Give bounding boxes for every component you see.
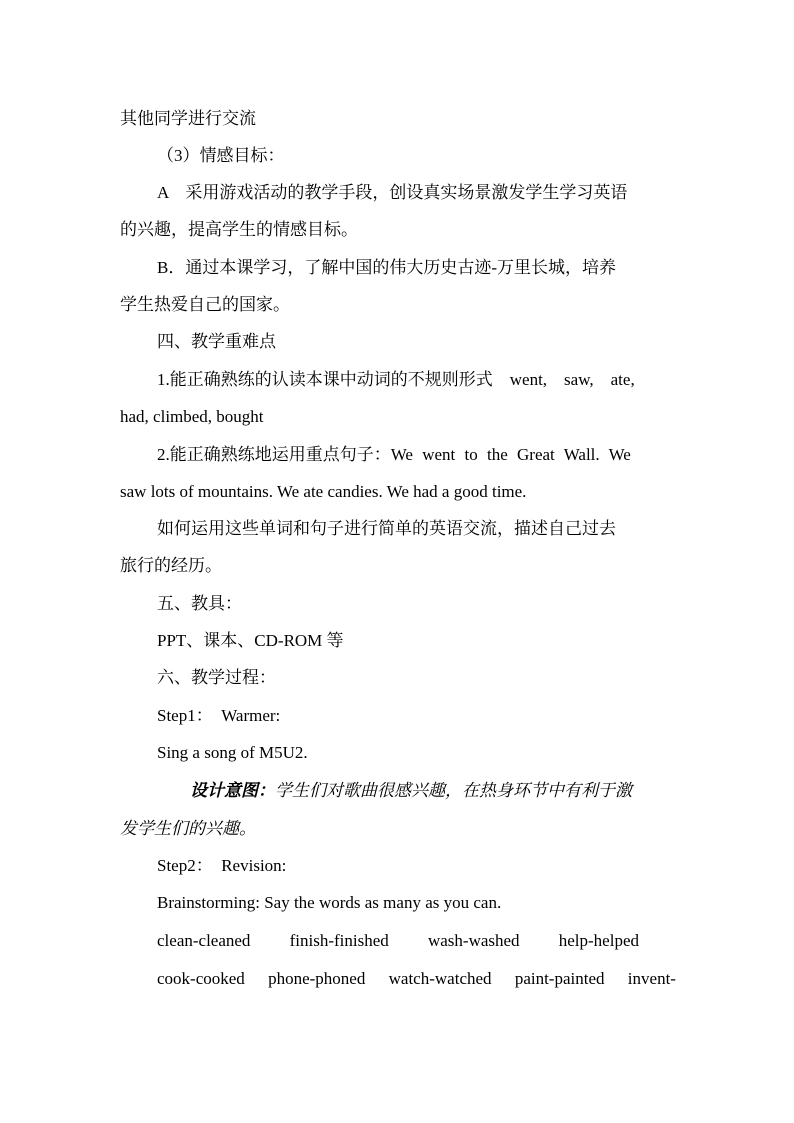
word-row (157, 968, 676, 990)
text-line: Step2： Revision: (157, 856, 287, 875)
design-intent-label: 设计意图： (190, 781, 275, 800)
section-heading-process: 六、教学过程： (157, 668, 276, 687)
word-item: cook-cooked (157, 969, 245, 988)
text-line: PPT、课本、CD-ROM 等 (157, 631, 344, 650)
text-line: 2.能正确熟练地运用重点句子：We went to the Great Wall. We (157, 445, 631, 464)
text-line: A 采用游戏活动的教学手段，创设真实场景激发学生学习英语 (157, 183, 628, 202)
design-intent-text: 学生们对歌曲很感兴趣，在热身环节中有利于激 (275, 781, 632, 800)
text-line: 学生热爱自己的国家。 (120, 295, 290, 314)
word-item: wash-washed (427, 931, 520, 950)
word-item: finish-finished (289, 931, 389, 950)
word-item: phone-phoned (268, 969, 366, 988)
word-item: clean-cleaned (157, 931, 251, 950)
text-line: 其他同学进行交流 (120, 109, 256, 128)
text-line: 1.能正确熟练的认读本课中动词的不规则形式 went, saw, ate, (157, 370, 635, 389)
text-line: Brainstorming: Say the words as many as you can. (157, 893, 502, 912)
design-intent-line (190, 780, 676, 802)
text-line: 如何运用这些单词和句子进行简单的英语交流，描述自己过去 (157, 519, 616, 538)
design-intent-line: 发学生们的兴趣。 (120, 819, 256, 838)
text-line: B．通过本课学习，了解中国的伟大历史古迹-万里长城，培养 (157, 258, 616, 277)
section-heading-materials: 五、教具： (157, 594, 242, 613)
word-row (157, 930, 639, 952)
text-line: 的兴趣，提高学生的情感目标。 (120, 220, 358, 239)
word-item: help-helped (558, 931, 639, 950)
text-line: 旅行的经历。 (120, 556, 222, 575)
text-line: saw lots of mountains. We ate candies. We had a good time. (120, 482, 527, 501)
word-item: paint-painted (514, 969, 605, 988)
word-item: invent- (627, 969, 676, 988)
text-line: Sing a song of M5U2. (157, 743, 308, 762)
text-line: Step1： Warmer: (157, 706, 281, 725)
text-line: had, climbed, bought (120, 407, 264, 426)
section-heading-key-points: 四、教学重难点 (157, 332, 276, 351)
word-item: watch-watched (388, 969, 492, 988)
heading-emotion-goals: （3）情感目标： (157, 146, 285, 165)
